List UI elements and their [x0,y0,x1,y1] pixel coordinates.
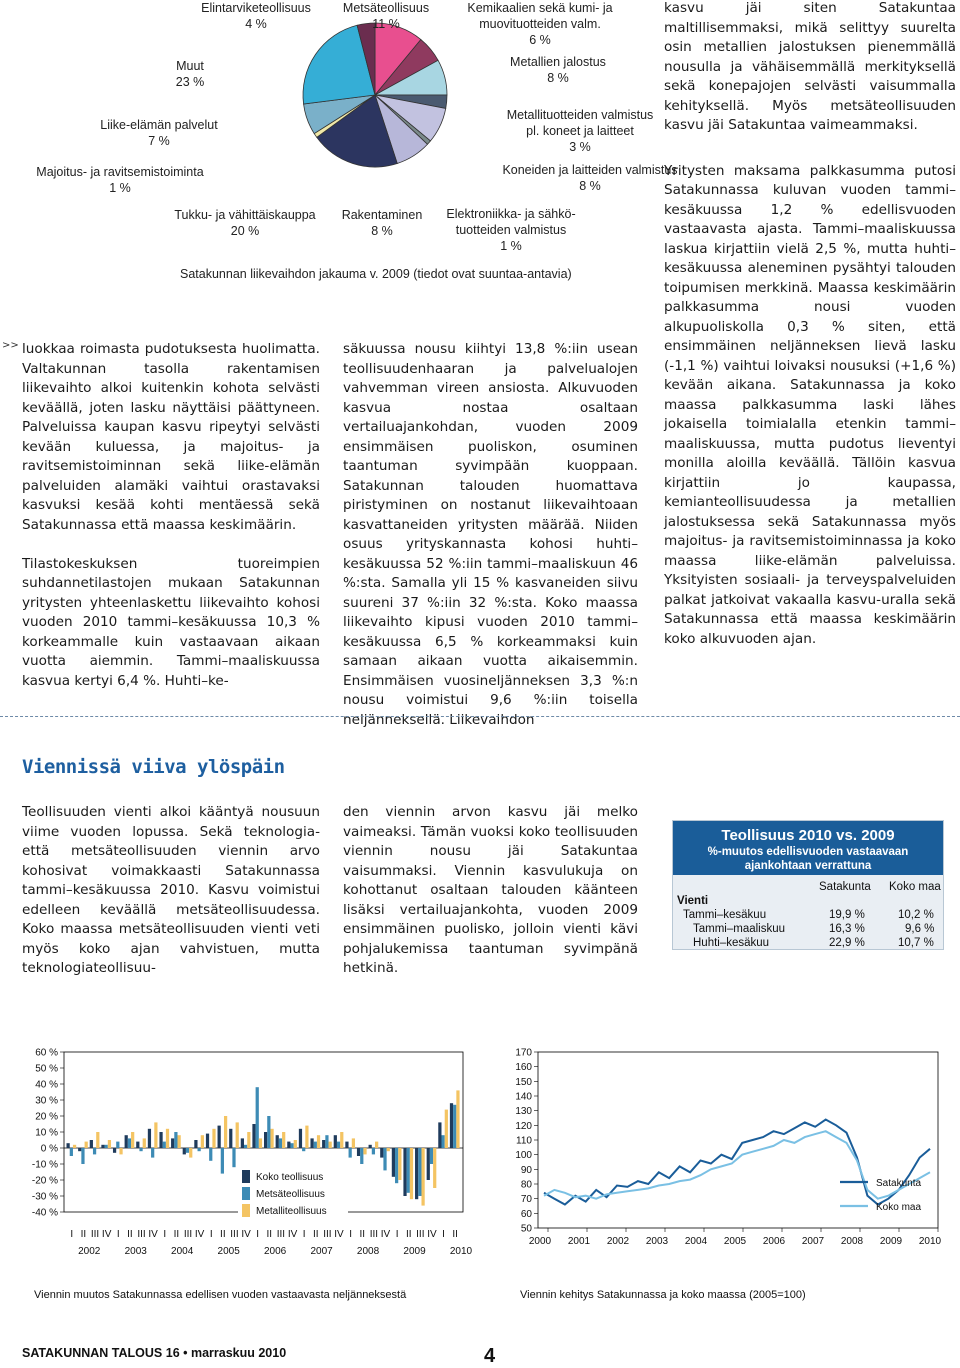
y-tick-label: 90 [520,1164,532,1176]
y-tick-label: 0 % [40,1143,58,1155]
x-quarter-label: II [405,1229,412,1240]
bar [325,1135,328,1148]
y-tick-label: 40 % [35,1079,58,1091]
x-quarter-label: III [137,1229,146,1240]
pie-label-muut: Muut 23 % [175,59,205,89]
bar [387,1148,390,1151]
pie-chart [300,20,450,170]
bar [453,1105,456,1148]
bar [105,1145,108,1148]
bar [395,1148,398,1183]
x-quarter-label: I [163,1229,167,1240]
bar [375,1142,378,1148]
bar [383,1148,386,1170]
x-tick-label: 2008 [840,1236,864,1247]
x-quarter-label: III [90,1229,100,1240]
x-quarter-label: IV [241,1229,251,1240]
x-quarter-label: II [80,1229,87,1240]
x-year-label: 2005 [217,1246,240,1257]
bar [163,1142,166,1148]
bar [73,1145,76,1148]
x-quarter-label: II [220,1229,226,1240]
bar [369,1145,372,1148]
bar [407,1148,410,1193]
pie-label-elektroniikka: Elektroniikka- ja sähkö- tuotteiden valmistus 1 % [446,207,576,253]
x-quarter-label: I [395,1229,399,1240]
x-quarter-label: III [183,1229,193,1240]
bar [433,1148,436,1188]
legend-swatch [242,1187,250,1200]
bar [418,1148,421,1196]
y-tick-label: 120 [515,1120,532,1132]
bar [314,1142,317,1148]
table-cell: 9,6 % [905,923,935,935]
section-headline: Viennissä viiva ylöspäin [22,756,285,778]
bar [151,1148,154,1158]
bar [329,1142,332,1148]
pie-label-majoitus: Majoitus- ja ravitsemistoiminta 1 % [36,165,204,195]
y-tick-label: -30 % [31,1191,58,1203]
bar [101,1145,104,1148]
x-quarter-label: IV [101,1229,112,1240]
bar [189,1148,192,1158]
x-quarter-label: II [127,1229,133,1240]
table-cell: 16,3 % [829,923,865,935]
x-quarter-label: I [302,1229,306,1240]
x-quarter-label: III [369,1229,379,1240]
x-quarter-label: I [116,1229,120,1240]
table-header [673,821,943,875]
pie-label-tukku: Tukku- ja vähittäiskauppa 20 % [174,208,316,238]
table-subtitle: ajankohtaan verrattuna [744,860,872,872]
x-year-label: 2007 [310,1246,333,1257]
x-quarter-label: III [230,1229,239,1240]
y-tick-label: 100 [515,1150,532,1162]
bar [67,1143,70,1148]
bar [267,1116,270,1148]
bar [445,1110,448,1148]
bar [287,1142,290,1148]
y-tick-label: -10 % [31,1159,58,1171]
paragraph: Teollisuuden vienti alkoi kääntyä nousuun viime vuoden lopussa. Sekä teknologia- että metsäteollisuuden viennin arvo kohosivat voimakkaasti Satakunnassa tammi–kesäkuussa 2010. Kasvu voimistui edelleen keväällä metsäteollisuudessa. Koko maassa metsäteollisuuden vienti veti myös koko ajan vahvistuen, mutta teknologiateollisuu- [22,804,320,976]
x-year-label: 2008 [356,1246,380,1257]
x-tick-label: 2006 [762,1236,786,1247]
x-quarter-label: I [349,1229,353,1240]
bar [380,1148,383,1158]
bar [456,1090,459,1148]
y-tick-label: 140 [515,1091,532,1103]
bar [252,1124,255,1148]
bar [154,1122,157,1148]
bar [224,1116,227,1148]
x-quarter-label: III [323,1229,332,1240]
bar [256,1087,259,1148]
x-year-label: 2003 [124,1246,147,1257]
table-title: Teollisuus 2010 vs. 2009 [721,827,895,844]
table-row-label: Huhti–kesäkuu [693,937,770,949]
bar [305,1126,308,1148]
y-tick-label: 150 [515,1076,532,1088]
x-quarter-label: II [266,1229,273,1240]
pie-label-liike-elaman-palvelut: Liike-elämän palvelut 7 % [100,118,218,148]
y-tick-label: -20 % [31,1175,58,1187]
bar [357,1148,360,1156]
export-table-box [672,820,944,950]
table-col-header-satakunta: Satakunta [819,881,871,893]
bar [410,1148,413,1199]
bar [349,1148,352,1158]
bar [85,1142,88,1148]
bar [363,1148,366,1154]
bar [279,1138,282,1148]
bar [360,1148,363,1164]
pie-label-metallituotteiden: Metallituotteiden valmistus pl. koneet ja laitteet 3 % [506,108,654,154]
paragraph: Tilastokeskuksen tuoreimpien suhdannetilastojen mukaan Satakunnan yritysten yhteenlaskettu liikevaihto kohosi vuoden 2010 tammi–kesäkuussa 10,3 % korkeammalle kuin vastaavaan aikaan vuotta aiemmin. Tammi–maaliskuussa kasvua kertyi 6,4 %. Huhti–ke- [22,555,320,689]
x-quarter-label: IV [427,1229,437,1240]
x-quarter-label: IV [334,1229,344,1240]
y-tick-label: 70 [520,1194,532,1206]
bar [398,1148,401,1180]
bar [119,1148,122,1154]
x-tick-label: 2000 [528,1236,552,1247]
bar [317,1135,320,1148]
bar [209,1148,212,1161]
bar [403,1148,406,1196]
bar [372,1148,375,1154]
line-chart-caption: Viennin kehitys Satakunnassa ja koko maassa (2005=100) [520,1289,806,1301]
export-index-line-chart [500,1040,940,1280]
bar [340,1132,343,1148]
bar [294,1140,297,1148]
x-year-label: 2004 [171,1246,194,1257]
bar [345,1142,348,1148]
bar [186,1148,189,1153]
page-number: 4 [484,1345,496,1367]
y-tick-label: 60 % [35,1047,58,1059]
pie-label-metallien-jalostus: Metallien jalostus 8 % [510,55,606,85]
bar [247,1132,250,1148]
x-quarter-label: II [312,1229,319,1240]
bar [415,1148,418,1199]
bar [337,1142,340,1148]
bar [282,1132,285,1148]
x-quarter-label: I [70,1229,74,1240]
export-column-1 [22,803,320,979]
legend-label: Metsäteollisuus [256,1189,325,1200]
bar [229,1129,232,1148]
bar [148,1129,151,1148]
export-column-2 [343,803,638,979]
bar [322,1140,325,1148]
y-tick-label: 20 % [35,1111,58,1123]
bar [194,1140,197,1148]
bar [171,1138,174,1148]
y-tick-label: 50 [520,1223,532,1235]
x-quarter-label: III [416,1229,425,1240]
table-col-header-koko-maa: Koko maa [889,881,941,893]
x-tick-label: 2009 [879,1236,903,1247]
x-quarter-label: IV [380,1229,391,1240]
continuation-marker: >> [2,340,19,351]
y-tick-label: 130 [515,1106,532,1118]
x-year-label: 2010 [449,1246,473,1257]
bar [201,1135,204,1148]
x-year-label: 2006 [263,1246,287,1257]
bar [244,1145,247,1148]
paragraph: Yritysten maksama palkkasumma putosi Satakunnassa kuluvan vuoden tammi–kesäkuussa 1,2 % edellisvuoden vastaavasta ajasta. Tammi–maaliskuussa laskua kirjattiin vielä 2,5 %, mutta huhti–kesäkuussa aleneminen pysähtyi talouden toipumisen merkkinä. Maassa keskimäärin palkkasumma nousi vuoden alkupuoliskolla 0,3 % siten, että ensimmäinen neljänneksen lievä lasku (-1,1 %) vaihtui loivaksi nousuksi (+1,6 %) kevään aikana. Satakunnassa ja koko maassa palkkasumma laski lähes jokaisella toimialalla etenkin tammi–maaliskuussa, mutta pudotus lieventyi monilla aloilla keväällä. Tällöin kasvua kirjattiin jo kaupassa, kemianteollisuudessa ja metallien jalostuksessa sekä Satakunnassa myös majoitus- ja ravitsemistoiminnassa ja koko maassa liike-elämän palveluissa. Yksityisten sosiaali- ja terveyspalveluiden palkat jatkoivat vakaalla kasvu-uralla sekä Satakunnassa että maassa keskimäärin koko alkuvuoden ajan. [664,162,956,647]
article-column-3 [664,0,956,649]
y-tick-label: 160 [515,1062,532,1074]
bar [159,1132,162,1148]
bar [430,1148,433,1164]
bar [259,1138,262,1148]
table-row-label: Tammi–maaliskuu [693,923,786,935]
table-cell: 10,2 % [898,909,934,921]
x-year-label: 2009 [403,1246,426,1257]
pie-caption: Satakunnan liikevaihdon jakauma v. 2009 (tiedot ovat suuntaa-antavia) [180,267,572,281]
bar [450,1103,453,1148]
pie-label-rakentaminen: Rakentaminen 8 % [341,208,423,238]
bar [290,1143,293,1148]
article-column-2 [343,340,638,730]
table-subtitle: %-muutos edellisvuoden vastaavaan [707,846,909,858]
bar [206,1134,209,1148]
x-tick-label: 2002 [606,1236,630,1247]
bar [276,1135,279,1148]
x-year-label: 2002 [78,1246,101,1257]
bar [421,1148,424,1206]
bar [131,1132,134,1148]
x-quarter-label: IV [194,1229,205,1240]
bar [441,1135,444,1148]
bar [70,1148,73,1156]
bar [178,1135,181,1148]
section-divider [0,716,960,717]
bar [78,1148,81,1151]
y-tick-label: 30 % [35,1095,58,1107]
x-quarter-label: IV [287,1229,298,1240]
bar [198,1148,201,1151]
pie-label-metsateollisuus: Metsäteollisuus 11 % [342,1,430,31]
paragraph: kasvu jäi siten Satakuntaa maltillisemmaksi, mikä selittyy suurelta osin metallien jalostuksen pienemmällä nousulla ja vähäisemmällä merkityksellä sekä konepajojen selvästi vaisummalla kehityksellä. Myös metsäteollisuuden kasvu jäi Satakuntaa vaimeammaksi. [664,0,956,133]
bar [136,1142,139,1148]
bar-chart-caption: Viennin muutos Satakunnassa edellisen vuoden vastaavasta neljänneksestä [34,1289,407,1301]
footer-publication: SATAKUNNAN TALOUS 16 • marraskuu 2010 [22,1346,287,1360]
x-tick-label: 2005 [723,1236,747,1247]
y-tick-label: -40 % [31,1207,58,1219]
legend-label: Koko teollisuus [256,1172,324,1183]
bar [264,1132,267,1148]
series-line [544,1131,930,1199]
y-tick-label: 50 % [35,1063,58,1075]
bar [183,1148,186,1154]
bar [427,1148,430,1180]
y-tick-label: 60 [520,1208,532,1220]
x-tick-label: 2004 [684,1236,708,1247]
bar [174,1132,177,1148]
bar [299,1129,302,1148]
table-cell: 10,7 % [898,937,934,949]
paragraph: luokkaa roimasta pudotuksesta huolimatta. Valtakunnan tasolla rakentamisen liikevaihto alkoi kuitenkin kohota selvästi keväällä, joten lasku näyttäisi päättyneen. Palveluissa kaupan kasvu ripeytyi selvästi kevään kuluessa, ja majoitus- ja ravitsemistoiminnan sekä liike-elämän palveluiden alamäki vaihtui orastavaksi kasvuksi kesää kohti mentäessä sekä Satakunnassa että maassa keskimäärin. [22,341,320,533]
x-tick-label: 2010 [918,1236,942,1247]
series-line [544,1120,930,1205]
bar [241,1138,244,1148]
table-cell: 19,9 % [829,909,865,921]
legend-label: Satakunta [876,1178,922,1189]
y-tick-label: 10 % [35,1127,58,1139]
bar [302,1148,305,1151]
bar [125,1135,128,1148]
bar [310,1138,313,1148]
x-quarter-label: II [359,1229,366,1240]
x-quarter-label: II [452,1229,458,1240]
bar [270,1129,273,1148]
x-quarter-label: II [173,1229,180,1240]
x-tick-label: 2001 [567,1236,591,1247]
bar [116,1142,119,1148]
legend-swatch [242,1170,250,1183]
pie-label-kemikaalien: Kemikaalien sekä kumi- ja muovituotteiden valm. 6 % [467,1,613,47]
bar [96,1132,99,1148]
pie-label-elintarviketeollisuus: Elintarviketeollisuus 4 % [201,1,311,31]
bar [334,1135,337,1148]
pie-label-koneiden: Koneiden ja laitteiden valmistus 8 % [502,163,678,193]
bar [352,1138,355,1148]
legend-label: Koko maa [876,1202,922,1213]
y-tick-label: 80 [520,1179,532,1191]
bar [218,1126,221,1148]
article-column-1 [22,340,320,691]
table-cell: 22,9 % [829,937,865,949]
bar [143,1138,146,1148]
bar [438,1122,441,1148]
table-row-label: Tammi–kesäkuu [683,909,767,921]
bar [108,1140,111,1148]
paragraph: den viennin arvon kasvu jäi melko vaimeaksi. Tämän vuoksi koko teollisuuden viennin nousu jäi Satakuntaa vaisummaksi. Viennin kasvulukuja on kohottanut osaltaan talouden käänteen lisäksi vertailuajankohta, vuoden 2009 ensimmäinen puolisko, jolloin vienti kävi pohjalukemissa taantuman syvimpänä hetkinä. [343,804,638,976]
x-quarter-label: I [209,1229,213,1240]
x-quarter-label: I [442,1229,445,1240]
export-change-bar-chart [18,1040,473,1280]
bar [166,1129,169,1148]
bar [212,1129,215,1148]
bar [93,1148,96,1154]
y-tick-label: 110 [516,1135,532,1147]
x-quarter-label: I [256,1229,260,1240]
paragraph: säkuussa nousu kiihtyi 13,8 %:iin usean teollisuudenhaaran ja palvelualojen vahvemman vireen ansiosta. Alkuvuoden kasvua nostaa osaltaan vertailuajankohdan, vuoden 2009 ensimmäisen puoliskon, osuminen taantuman syvimpään kuoppaan. Satakunnan talouden huomattava piristyminen on nostanut liikevaihtoaan kasvattaneiden yritysten määrää. Niiden osuus yrityskannasta kohosi huhti–kesäkuussa 52 %:iin tammi–maaliskuun 46 %:sta. Samalla yli 15 % kasvaneiden siivu suureni 37 %:iin 32 %:sta. Koko maassa liikevaihto kipusi vuoden 2010 tammi–kesäkuussa 6,5 % korkeammaksi kuin samaan aikaan vuotta aikaisemmin. Ensimmäisen vuosineljänneksen 3,3 %:n nousu voimistui 9,6 %:iin toisella neljänneksellä. Liikevaihdon [343,341,638,728]
bar [90,1140,93,1148]
bar [392,1148,395,1177]
x-quarter-label: III [276,1229,286,1240]
table-group-label: Vienti [677,895,709,907]
x-tick-label: 2007 [801,1236,825,1247]
bar [81,1148,84,1164]
bar [232,1148,235,1167]
bar [139,1148,142,1151]
legend-swatch [242,1204,250,1217]
legend-label: Metalliteollisuus [256,1206,327,1217]
bar [236,1122,239,1148]
x-quarter-label: IV [148,1229,158,1240]
x-tick-label: 2003 [645,1236,669,1247]
bar [128,1138,131,1148]
bar [221,1148,224,1174]
y-tick-label: 170 [515,1047,532,1059]
bar [113,1148,116,1153]
